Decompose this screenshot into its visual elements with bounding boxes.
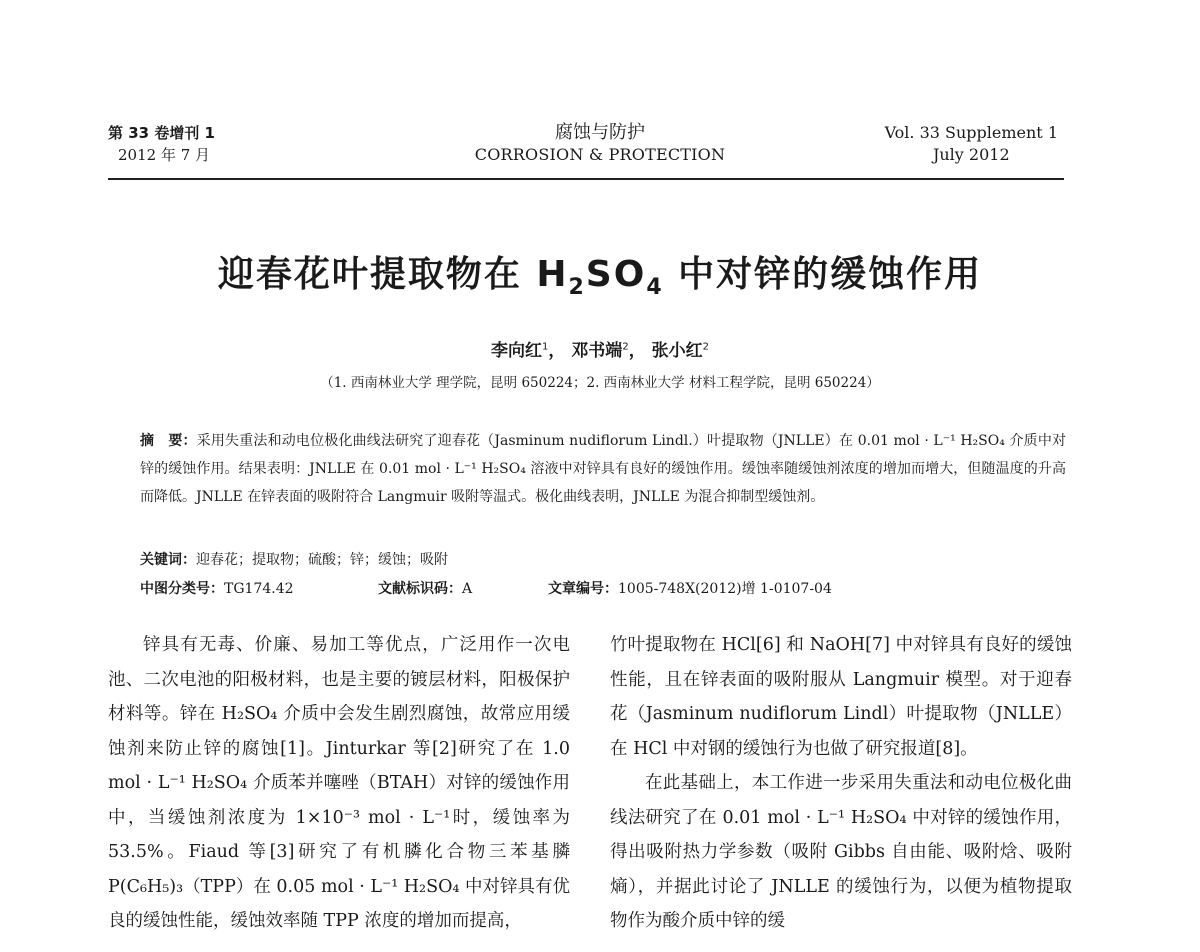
body-column-left (108, 628, 570, 939)
affiliations: （1. 西南林业大学 理学院，昆明 650224；2. 西南林业大学 材料工程学院，昆明 650224） (320, 375, 880, 391)
date-en: July 2012 (932, 145, 1010, 164)
document-code: 文献标识码：A (378, 581, 473, 597)
body-paragraph: 竹叶提取物在 HCl[6] 和 NaOH[7] 中对锌具有良好的缓蚀性能，且在锌表面的吸附服从 Langmuir 模型。对于迎春花（Jasminum nudiflorum Lindl）叶提取物（JNLLE）在 HCl 中对钢的缓蚀行为也做了研究报道[8]。 (610, 635, 1072, 759)
abstract-text: 采用失重法和动电位极化曲线法研究了迎春花（Jasminum nudiflorum Lindl.）叶提取物（JNLLE）在 0.01 mol · L⁻¹ H₂SO₄ 介质中对锌的缓蚀作用。结果表明：JNLLE 在 0.01 mol · L⁻¹ H₂SO₄ 溶液中对锌具有良好的缓蚀作用。缓蚀率随缓蚀剂浓度的增加而增大，但随温度的升高而降低。JNLLE 在锌表面的吸附符合 Langmuir 吸附等温式。极化曲线表明，JNLLE 为混合抑制型缓蚀剂。 (140, 433, 1066, 505)
header-center (430, 122, 770, 166)
keywords-text: 迎春花；提取物；硫酸；锌；缓蚀；吸附 (196, 552, 448, 568)
abstract-label: 摘 要： (140, 433, 197, 449)
author-name: 邓书端 (571, 341, 623, 361)
body-paragraph: 在此基础上，本工作进一步采用失重法和动电位极化曲线法研究了在 0.01 mol · L⁻¹ H₂SO₄ 中对锌的缓蚀作用，得出吸附热力学参数（吸附 Gibbs 自由能、吸附焓、吸附熵），并据此讨论了 JNLLE 的缓蚀行为，以便为植物提取物作为酸介质中锌的缓 (610, 773, 1072, 931)
keywords-label: 关键词： (140, 552, 196, 568)
body-paragraph: 锌具有无毒、价廉、易加工等优点，广泛用作一次电池、二次电池的阳极材料，也是主要的镀层材料，阳极保护材料等。锌在 H₂SO₄ 介质中会发生剧烈腐蚀，故常应用缓蚀剂来防止锌的腐蚀[1]。Jinturkar 等[2]研究了在 1.0 mol · L⁻¹ H₂SO₄ 介质苯并噻唑（BTAH）对锌的缓蚀作用中，当缓蚀剂浓度为 1×10⁻³ mol · L⁻¹时，缓蚀率为 53.5%。Fiaud 等[3]研究了有机膦化合物三苯基膦 P(C₆H₅)₃（TPP）在 0.05 mol · L⁻¹ H₂SO₄ 中对锌具有优良的缓蚀性能，缓蚀效率随 TPP 浓度的增加而提高， (108, 635, 570, 931)
body-column-right (610, 628, 1072, 939)
abstract (140, 427, 1066, 511)
date-cn: 2012 年 7 月 (118, 146, 211, 164)
journal-en: CORROSION & PROTECTION (474, 145, 726, 164)
journal-cn: 腐蚀与防护 (555, 122, 645, 143)
article-number: 文章编号：1005-748X(2012)增 1-0107-04 (548, 581, 832, 597)
keywords (140, 549, 448, 569)
header-rule (108, 178, 1064, 180)
volume-en: Vol. 33 Supplement 1 (884, 123, 1058, 142)
clc-code: 中图分类号：TG174.42 (140, 581, 294, 597)
header-right (885, 122, 1058, 166)
author-name: 李向红 (491, 341, 543, 361)
author-list: 李向红$^1$， 邓书端$^2$， 张小红$^2$ (491, 341, 709, 361)
header-left (108, 122, 215, 166)
author-name: 张小红 (651, 341, 703, 361)
volume-cn: 第 33 卷增刊 1 (108, 124, 215, 142)
paper-title: 迎春花叶提取物在 $H_2SO_4$ 中对锌的缓蚀作用 (217, 254, 983, 301)
